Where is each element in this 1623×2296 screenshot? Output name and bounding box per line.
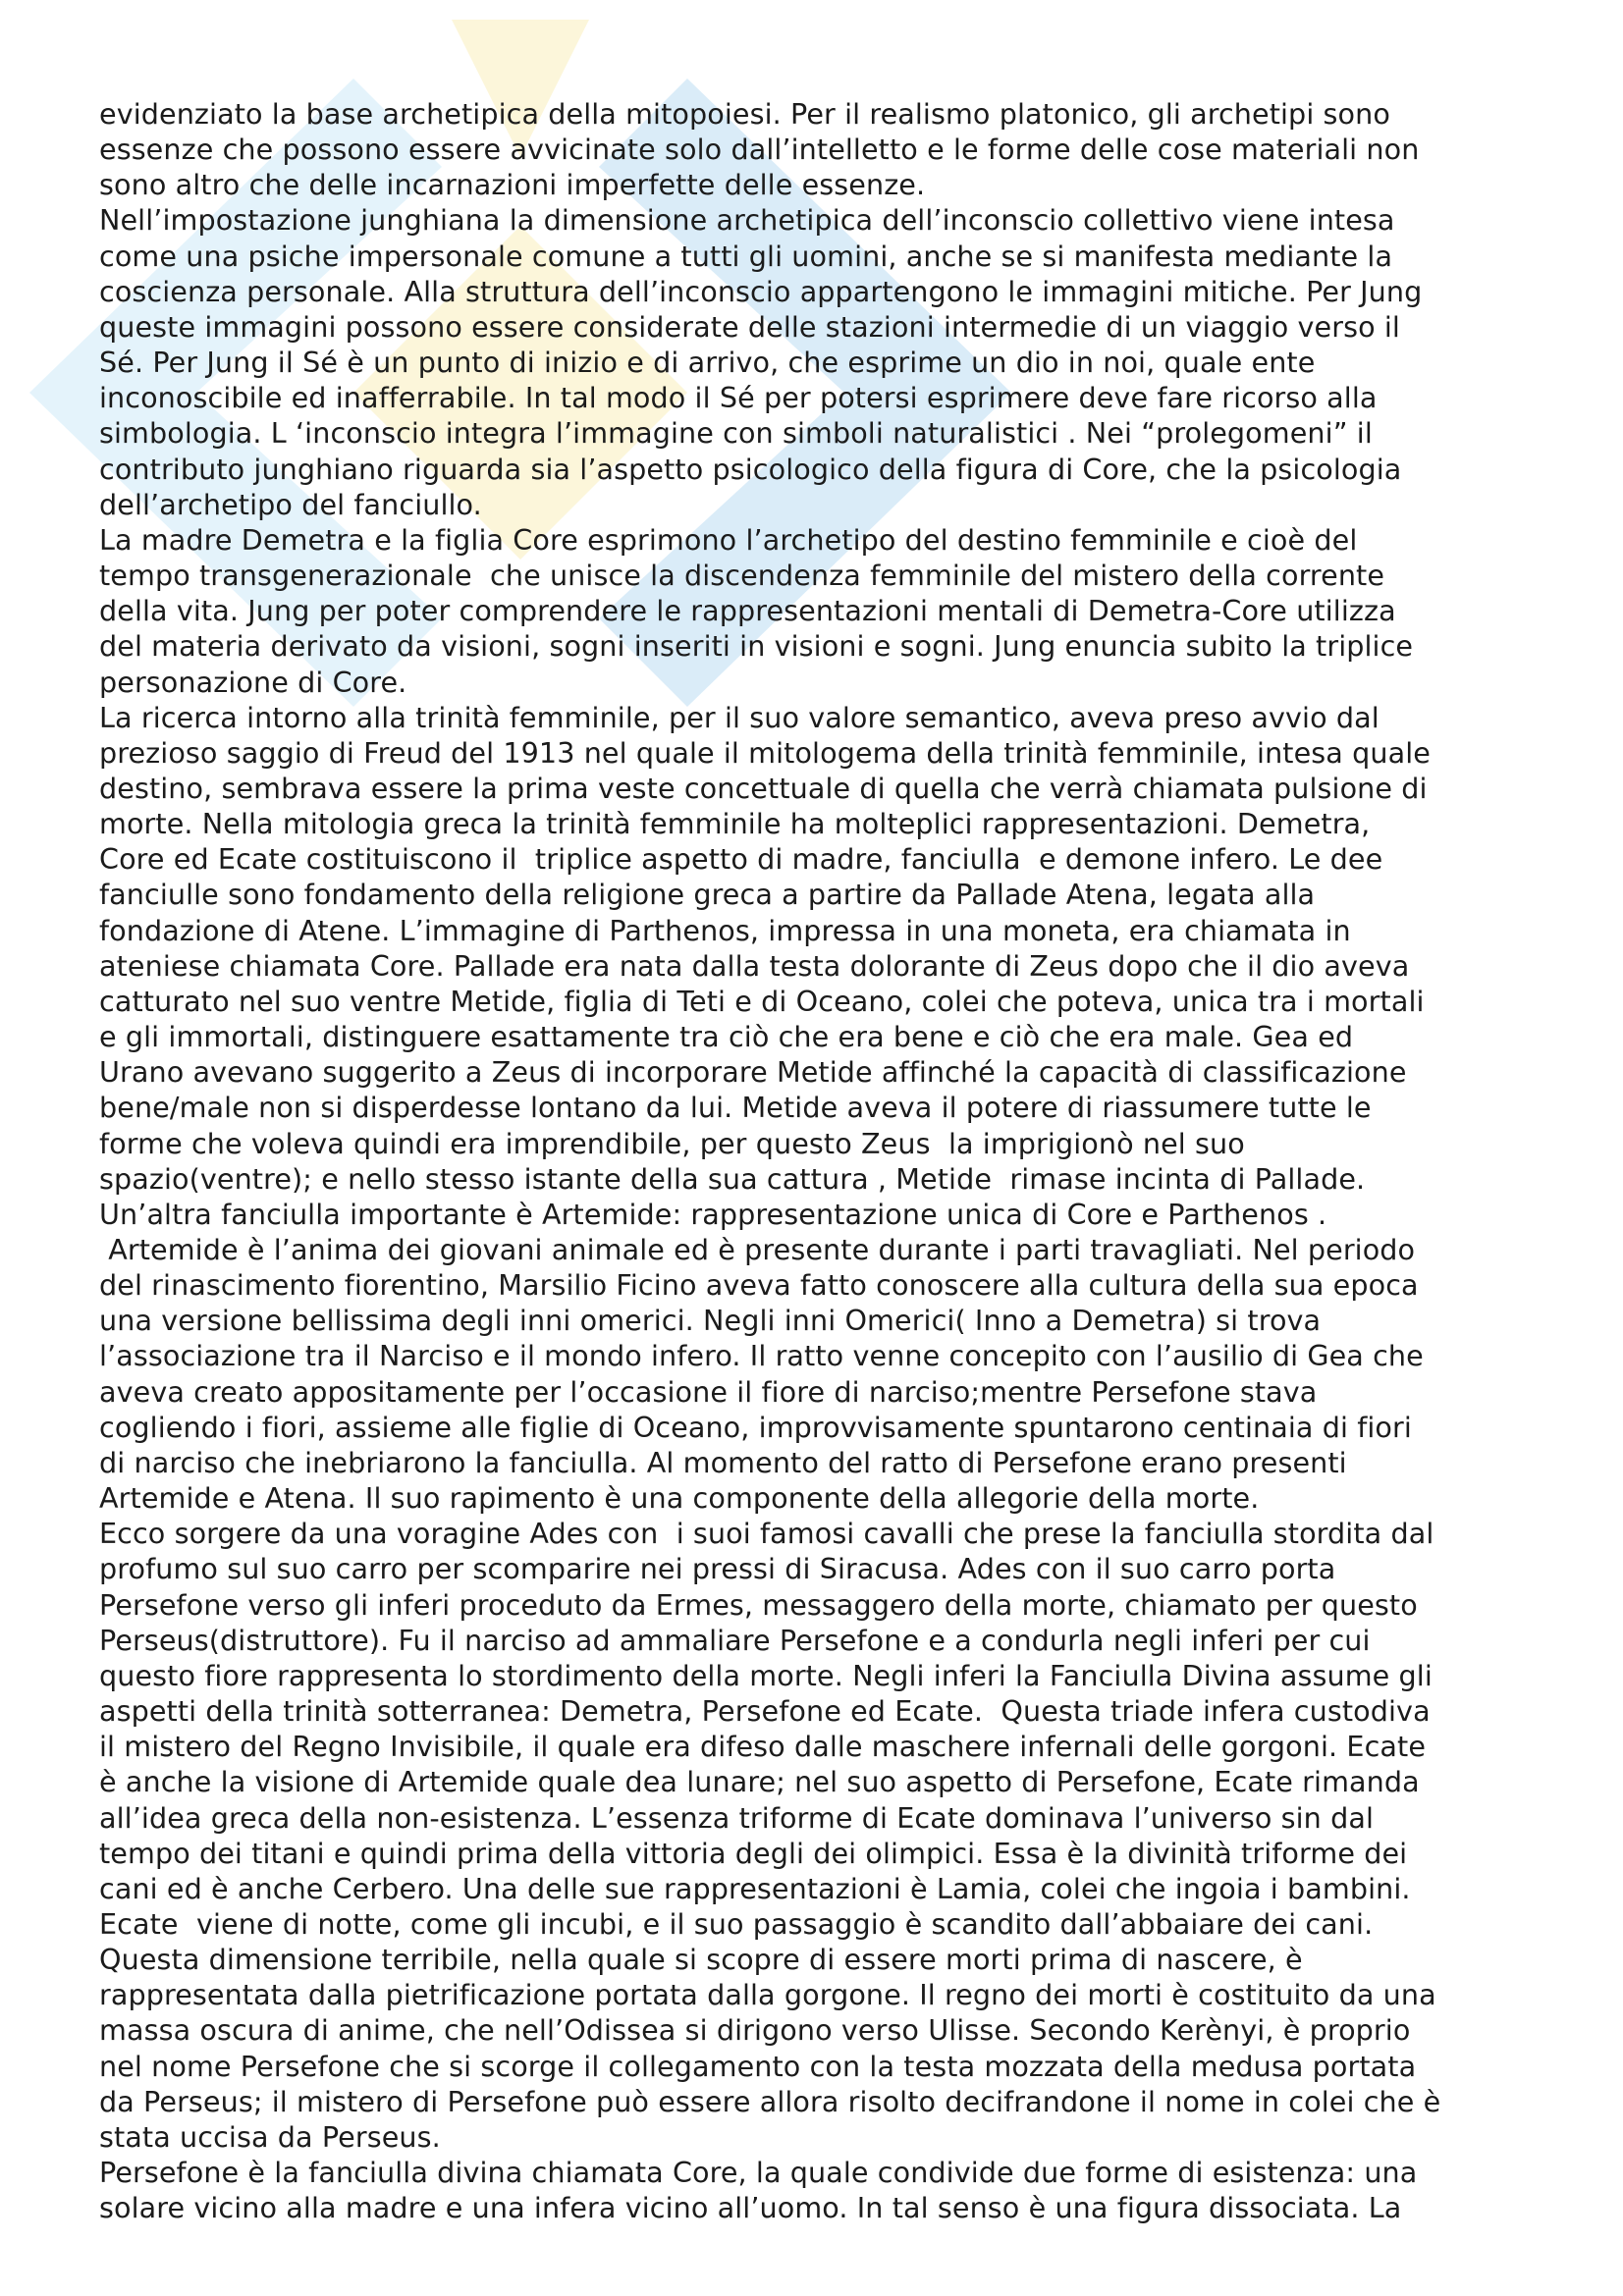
document-body <box>99 96 1533 2225</box>
paragraph-1: evidenziato la base archetipica della mitopoiesi. Per il realismo platonico, gli archetipi sono essenze che possono essere avvicinate solo dall’intelletto e le forme delle cose materiali non sono altro che delle incarnazioni imperfette delle essenze. <box>99 97 1420 202</box>
paragraph-3: La madre Demetra e la figlia Core esprimono l’archetipo del destino femminile e cioè del tempo transgenerazionale che unisce la discendenza femminile del mistero della corrente della vita. Jung per poter comprendere le rappresentazioni mentali di Demetra-Core utilizza del materia derivato da visioni, sogni inseriti in visioni e sogni. Jung enuncia subito la triplice personazione di Core. <box>99 522 1414 699</box>
paragraph-4: La ricerca intorno alla trinità femminile, per il suo valore semantico, aveva preso avvio dal prezioso saggio di Freud del 1913 nel quale il mitologema della trinità femminile, intesa quale destino, sembrava essere la prima veste concettuale di quella che verrà chiamata pulsione di morte. Nella mitologia greca la trinità femminile ha molteplici rappresentazioni. Demetra, Core ed Ecate costituiscono il triplice aspetto di madre, fanciulla e demone infero. Le dee fanciulle sono fondamento della religione greca a partire da Pallade Atena, legata alla fondazione di Atene. L’immagine di Parthenos, impressa in una moneta, era chiamata in ateniese chiamata Core. Pallade era nata dalla testa dolorante di Zeus dopo che il dio aveva catturato nel suo ventre Metide, figlia di Teti e di Oceano, colei che poteva, unica tra i mortali e gli immortali, distinguere esattamente tra ciò che era bene e ciò che era male. Gea ed Urano avevano suggerito a Zeus di incorporare Metide affinché la capacità di classificazione bene/male non si disperdesse lontano da lui. Metide aveva il potere di riassumere tutte le forme che voleva quindi era imprendibile, per questo Zeus la imprigionò nel suo spazio(ventre); e nello stesso istante della sua cattura , Metide rimase incinta di Pallade. Un’altra fanciulla importante è Artemide: rappresentazione unica di Core e Parthenos . Artemide è l’anima dei giovani animale ed è presente durante i parti travagliati. Nel periodo del rinascimento fiorentino, Marsilio Ficino aveva fatto conoscere alla cultura della sua epoca una versione bellissima degli inni omerici. Negli inni Omerici( Inno a Demetra) si trova l’associazione tra il Narciso e il mondo infero. Il ratto venne concepito con l’ausilio di Gea che aveva creato appositamente per l’occasione il fiore di narciso;mentre Persefone stava cogliendo i fiori, assieme alle figlie di Oceano, improvvisamente spuntarono centinaia di fiori di narciso che inebriarono la fanciulla. Al momento del ratto di Persefone erano presenti Artemide e Atena. Il suo rapimento è una componente della allegorie della morte. <box>99 700 1431 1516</box>
paragraph-6: Persefone è la fanciulla divina chiamata Core, la quale condivide due forme di esistenza: una solare vicino alla madre e una infera vicino all’uomo. In tal senso è una figura dissociata. La <box>99 2156 1418 2225</box>
paragraph-5: Ecco sorgere da una voragine Ades con i suoi famosi cavalli che prese la fanciulla stordita dal profumo sul suo carro per scomparire nei pressi di Siracusa. Ades con il suo carro porta Persefone verso gli inferi proceduto da Ermes, messaggero della morte, chiamato per questo Perseus(distruttore). Fu il narciso ad ammaliare Persefone e a condurla negli inferi per cui questo fiore rappresenta lo stordimento della morte. Negli inferi la Fanciulla Divina assume gli aspetti della trinità sotterranea: Demetra, Persefone ed Ecate. Questa triade infera custodiva il mistero del Regno Invisibile, il quale era difeso dalle maschere infernali delle gorgoni. Ecate è anche la visione di Artemide quale dea lunare; nel suo aspetto di Persefone, Ecate rimanda all’idea greca della non-esistenza. L’essenza triforme di Ecate dominava l’universo sin dal tempo dei titani e quindi prima della vittoria degli dei olimpici. Essa è la divinità triforme dei cani ed è anche Cerbero. Una delle sue rappresentazioni è Lamia, colei che ingoia i bambini. Ecate viene di notte, come gli incubi, e il suo passaggio è scandito dall’abbaiare dei cani. Questa dimensione terribile, nella quale si scopre di essere morti prima di nascere, è rappresentata dalla pietrificazione portata dalla gorgone. Il regno dei morti è costituito da una massa oscura di anime, che nell’Odissea si dirigono verso Ulisse. Secondo Kerènyi, è proprio nel nome Persefone che si scorge il collegamento con la testa mozzata della medusa portata da Perseus; il mistero di Persefone può essere allora risolto decifrandone il nome in colei che è stata uccisa da Perseus. <box>99 1517 1441 2154</box>
paragraph-2: Nell’impostazione junghiana la dimensione archetipica dell’inconscio collettivo viene intesa come una psiche impersonale comune a tutti gli uomini, anche se si manifesta mediante la coscienza personale. Alla struttura dell’inconscio appartengono le immagini mitiche. Per Jung queste immagini possono essere considerate delle stazioni intermedie di un viaggio verso il Sé. Per Jung il Sé è un punto di inizio e di arrivo, che esprime un dio in noi, quale ente inconoscibile ed inafferrabile. In tal modo il Sé per potersi esprimere deve fare ricorso alla simbologia. L ‘inconscio integra l’immagine con simboli naturalistici . Nei “prolegomeni” il contributo junghiano riguarda sia l’aspetto psicologico della figura di Core, che la psicologia dell’archetipo del fanciullo. <box>99 203 1423 521</box>
